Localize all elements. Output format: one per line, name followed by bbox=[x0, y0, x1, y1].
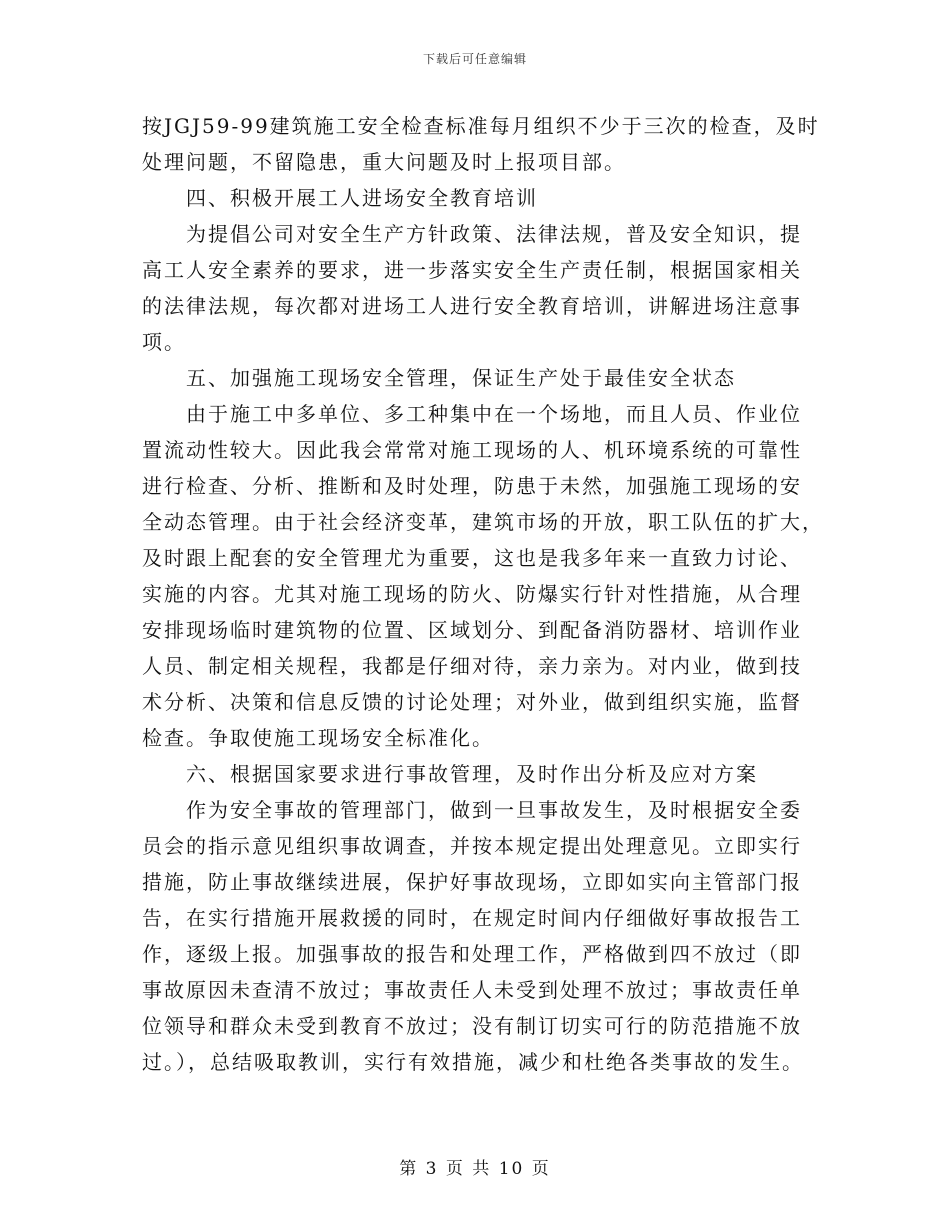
text-line: 高工人安全素养的要求，进一步落实安全生产责任制，根据国家相关 bbox=[142, 258, 802, 282]
section-heading: 四、积极开展工人进场安全教育培训 bbox=[142, 186, 538, 210]
text-line: 检查。争取使施工现场安全标准化。 bbox=[142, 726, 494, 750]
text-line: 项。 bbox=[142, 330, 186, 354]
body-text bbox=[142, 108, 824, 1080]
text-line: 作，逐级上报。加强事故的报告和处理工作，严格做到四不放过（即 bbox=[142, 942, 802, 966]
text-line: 事故原因未查清不放过；事故责任人未受到处理不放过；事故责任单 bbox=[142, 978, 802, 1002]
text-line: 过。），总结吸取教训，实行有效措施，减少和杜绝各类事故的发生。 bbox=[142, 1050, 804, 1074]
text-line: 员会的指示意见组织事故调查，并按本规定提出处理意见。立即实行 bbox=[142, 834, 802, 858]
text-line: 为提倡公司对安全生产方针政策、法律法规，普及安全知识，提 bbox=[142, 222, 802, 246]
section-heading: 五、加强施工现场安全管理，保证生产处于最佳安全状态 bbox=[142, 366, 736, 390]
page-header: 下载后可任意编辑 bbox=[422, 52, 527, 66]
text-line: 位领导和群众未受到教育不放过；没有制订切实可行的防范措施不放 bbox=[142, 1014, 802, 1038]
text-line: 安排现场临时建筑物的位置、区域划分、到配备消防器材、培训作业 bbox=[142, 618, 802, 642]
text-line: 按JGJ59-99建筑施工安全检查标准每月组织不少于三次的检查，及时 bbox=[142, 114, 820, 138]
text-line: 及时跟上配套的安全管理尤为重要，这也是我多年来一直致力讨论、 bbox=[142, 546, 802, 570]
text-line: 人员、制定相关规程，我都是仔细对待，亲力亲为。对内业，做到技 bbox=[142, 654, 802, 678]
text-line: 进行检查、分析、推断和及时处理，防患于未然，加强施工现场的安 bbox=[142, 474, 802, 498]
section-heading: 六、根据国家要求进行事故管理，及时作出分析及应对方案 bbox=[142, 762, 758, 786]
text-line: 处理问题，不留隐患，重大问题及时上报项目部。 bbox=[142, 150, 626, 174]
text-line: 术分析、决策和信息反馈的讨论处理；对外业，做到组织实施，监督 bbox=[142, 690, 802, 714]
text-line: 告，在实行措施开展救援的同时，在规定时间内仔细做好事故报告工 bbox=[142, 906, 802, 930]
page-footer: 第 3 页 共 10 页 bbox=[399, 1159, 551, 1179]
text-line: 全动态管理。由于社会经济变革，建筑市场的开放，职工队伍的扩大， bbox=[142, 510, 824, 534]
text-line: 置流动性较大。因此我会常常对施工现场的人、机环境系统的可靠性 bbox=[142, 438, 802, 462]
text-line: 的法律法规，每次都对进场工人进行安全教育培训，讲解进场注意事 bbox=[142, 294, 802, 318]
text-line: 措施，防止事故继续进展，保护好事故现场，立即如实向主管部门报 bbox=[142, 870, 802, 894]
text-line: 实施的内容。尤其对施工现场的防火、防爆实行针对性措施，从合理 bbox=[142, 582, 802, 606]
text-line: 由于施工中多单位、多工种集中在一个场地，而且人员、作业位 bbox=[142, 402, 802, 426]
text-line: 作为安全事故的管理部门，做到一旦事故发生，及时根据安全委 bbox=[142, 798, 802, 822]
